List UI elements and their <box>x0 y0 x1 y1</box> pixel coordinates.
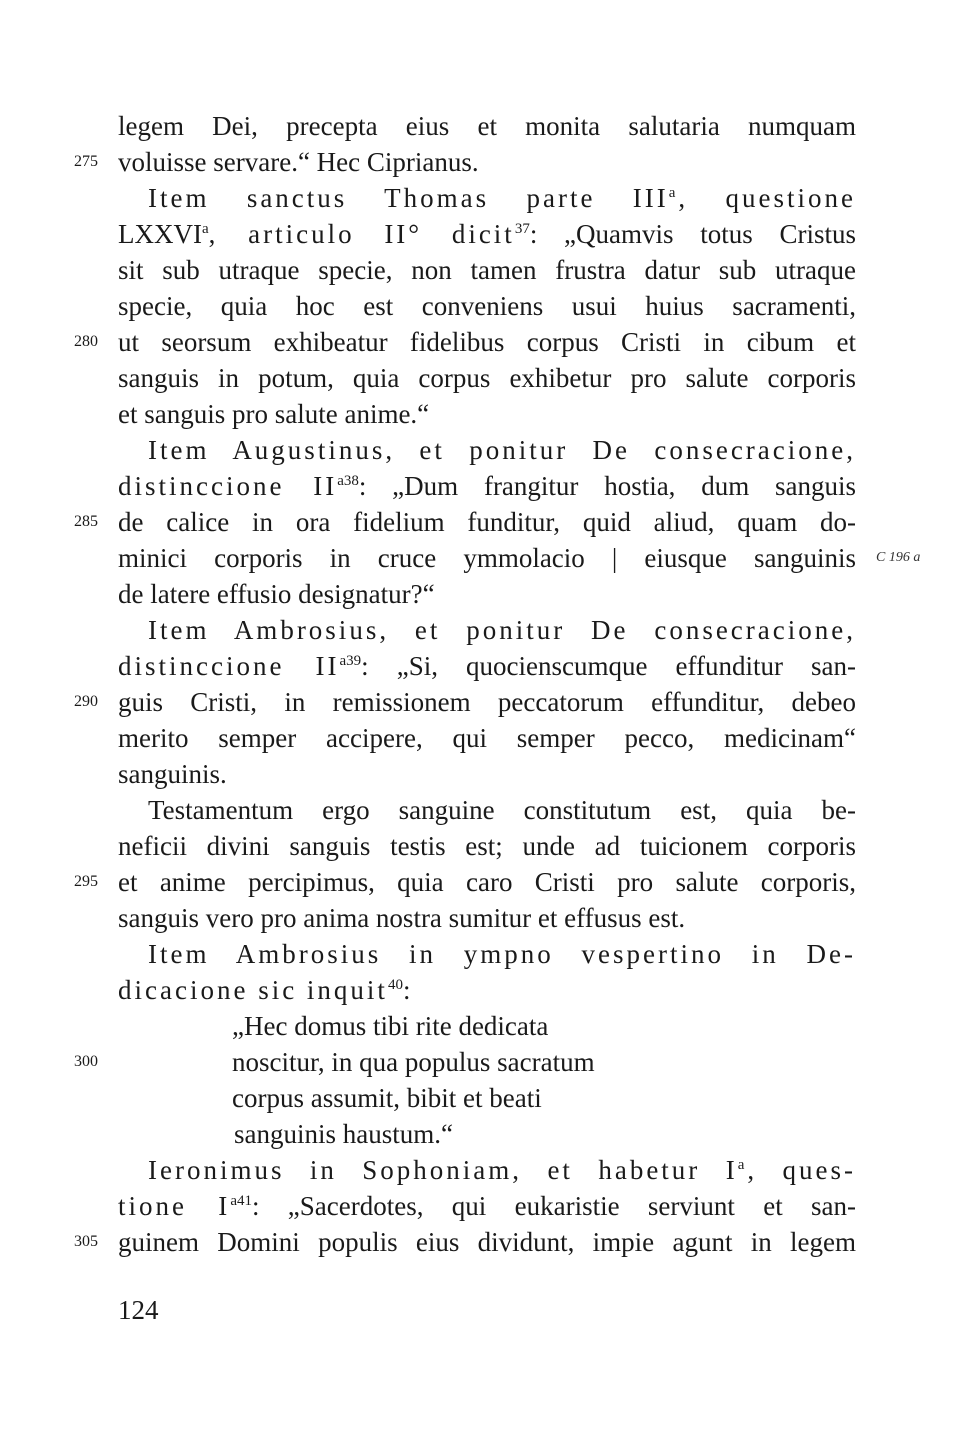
verse-line: corpus assumit, bibit et beati <box>232 1083 542 1113</box>
verse-line: noscitur, in qua populus sacratum <box>232 1047 595 1077</box>
text-line: Item Ambrosius in ympno vespertino in De- <box>148 939 856 969</box>
text-line: distinccione $II^{a38}$: „Dum frangitur hostia, dum sanguis <box>118 471 856 501</box>
verse-line: sanguinis haustum.“ <box>234 1119 453 1149</box>
text-line: Item sanctus Thomas parte III$^a$, questione <box>148 183 856 213</box>
text-line: tione $I^{a41}$: „Sacerdotes, qui eukaristie serviunt et san- <box>118 1191 856 1221</box>
page-number: 124 <box>118 1295 159 1325</box>
line-number: 290 <box>74 693 98 710</box>
text-line: sit sub utraque specie, non tamen frustra datur sub utraque <box>118 255 856 285</box>
text-line: de latere effusio designatur?“ <box>118 579 435 609</box>
text-line: guinem Domini populis eius dividunt, impie agunt in legem <box>118 1227 856 1257</box>
footnote-ref: 39 <box>346 653 362 669</box>
text-line: dicacione sic inquit$^{40}$: <box>118 975 411 1005</box>
text-line: merito semper accipere, qui semper pecco, medicinam“ <box>118 723 856 753</box>
text-line: de calice in ora fidelium funditur, quid aliud, quam do- <box>118 507 856 537</box>
line-number: 295 <box>74 873 98 890</box>
text-line: voluisse servare.“ Hec Ciprianus. <box>118 147 479 177</box>
text-line: LXXVI$^a$, articulo II° dicit$^{37}$: „Quamvis totus Cristus <box>118 219 856 249</box>
text-line: Item Augustinus, et ponitur De consecracione, <box>148 435 856 465</box>
footnote-ref: 41 <box>236 1193 252 1209</box>
text-line: Testamentum ergo sanguine constitutum est, quia be- <box>148 795 856 825</box>
text-line: neficii divini sanguis testis est; unde ad tuicionem corporis <box>118 831 856 861</box>
line-number: 275 <box>74 153 98 170</box>
footnote-ref: 37 <box>514 221 530 237</box>
text-line: sanguis vero pro anima nostra sumitur et effusus est. <box>118 903 686 933</box>
footnote-ref: 40 <box>387 977 403 993</box>
text-line: distinccione $II^{a39}$: „Si, quocienscumque effunditur san- <box>118 651 857 681</box>
margin-note: C 196 a <box>876 550 921 565</box>
text-line: guis Cristi, in remissionem peccatorum effunditur, debeo <box>118 687 856 717</box>
text-line: et sanguis pro salute anime.“ <box>118 399 430 429</box>
text-line: et anime percipimus, quia caro Cristi pro salute corporis, <box>118 867 856 897</box>
text-line: sanguinis. <box>118 759 227 789</box>
line-number: 300 <box>74 1053 98 1070</box>
footnote-ref: 38 <box>343 473 359 489</box>
line-number: 285 <box>74 513 98 530</box>
text-line: ut seorsum exhibeatur fidelibus corpus Cristi in cibum et <box>118 327 856 357</box>
line-number: 305 <box>74 1233 98 1250</box>
text-line: specie, quia hoc est conveniens usui huius sacramenti, <box>118 291 856 321</box>
line-number: 280 <box>74 333 98 350</box>
text-line: Ieronimus in Sophoniam, et habetur $I^a$, ques- <box>148 1155 856 1185</box>
verse-line: „Hec domus tibi rite dedicata <box>232 1011 549 1041</box>
text-line: minici corporis in cruce ymmolacio | eiusque sanguinis <box>118 543 856 573</box>
text-line: Item Ambrosius, et ponitur De consecracione, <box>148 615 856 645</box>
text-line: legem Dei, precepta eius et monita salutaria numquam <box>118 111 856 141</box>
text-line: sanguis in potum, quia corpus exhibetur pro salute corporis <box>118 363 856 393</box>
